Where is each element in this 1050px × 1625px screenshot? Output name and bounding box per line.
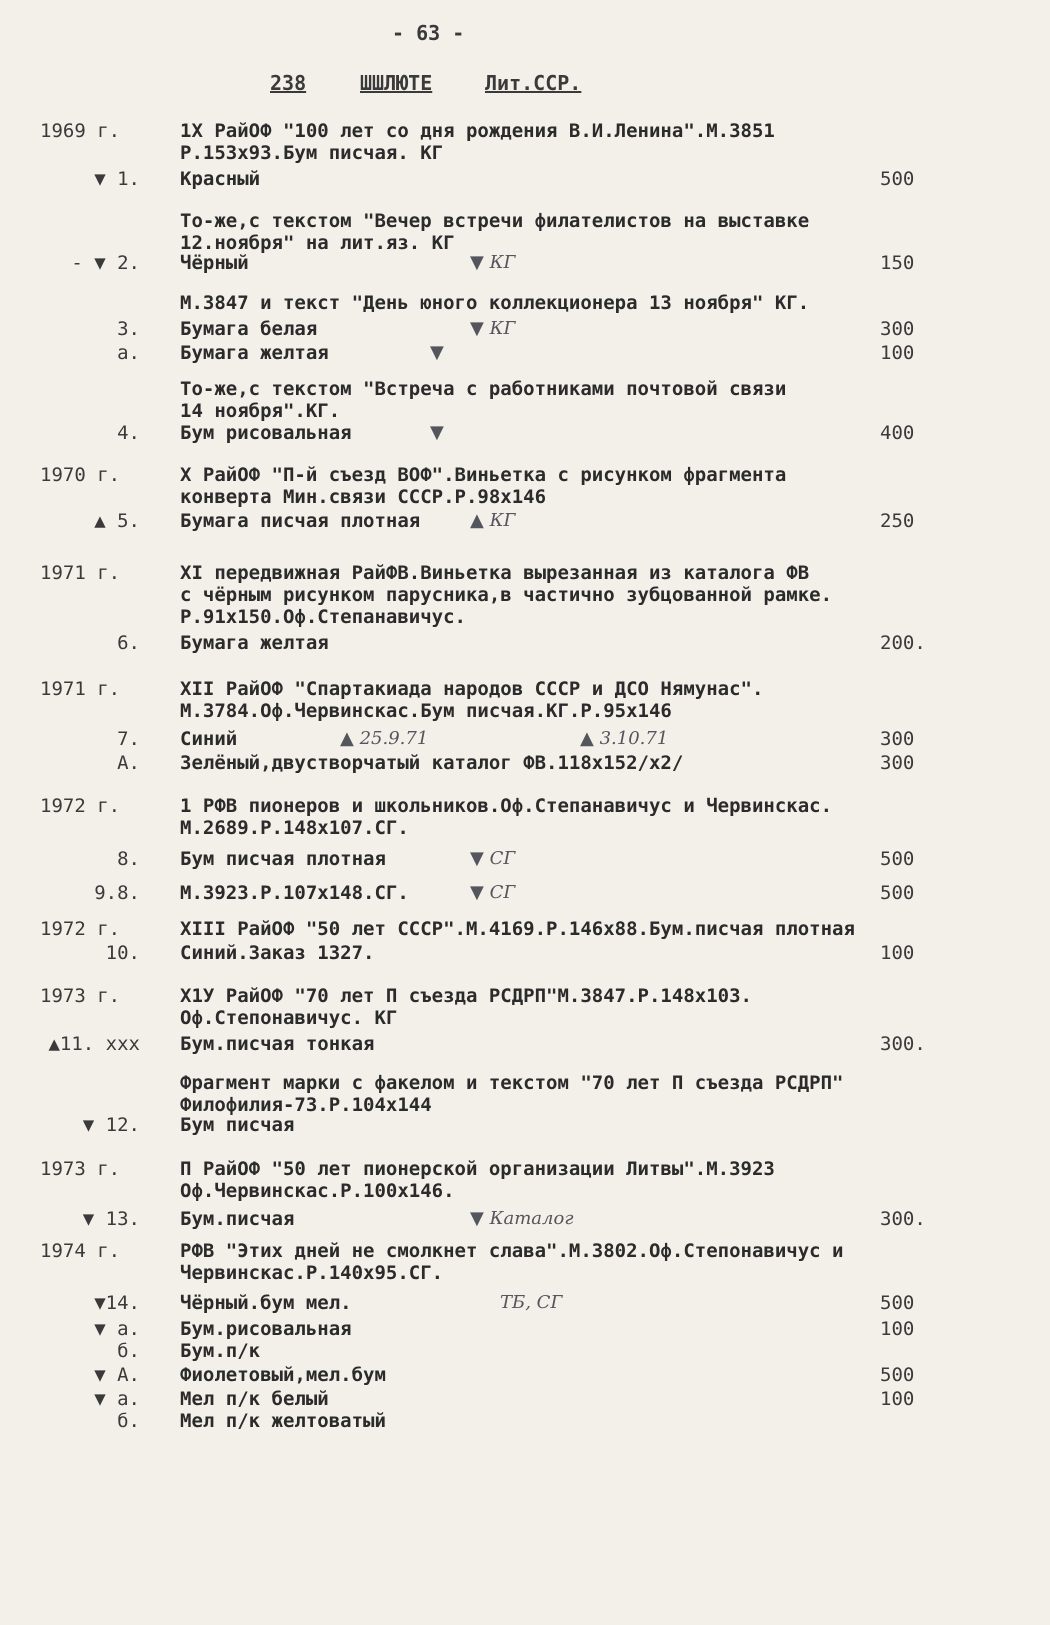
entry-description-line: РФВ "Этих дней не смолкнет слава".М.3802.Оф.Степонавичус и [180,1240,844,1262]
handwritten-mark: ▲ КГ [470,510,516,531]
item-price: 150 [880,252,915,274]
entry-description-line: Филофилия-73.Р.104х144 [180,1094,432,1116]
item-price: 500 [880,848,915,870]
entry-year: 1970 г. [40,464,121,486]
item-number: 10. [105,942,140,964]
item-number: 3. [117,318,140,340]
entry-description-line: XI передвижная РайФВ.Виньетка вырезанная из каталога ФВ [180,562,810,584]
item-description: Синий.Заказ 1327. [180,942,375,964]
item-description: Бумага белая [180,318,318,340]
entry-description-line: М.2689.Р.148х107.СГ. [180,817,409,839]
item-description: Синий [180,728,238,750]
item-price: 100 [880,942,915,964]
item-number: - ▼ 2. [71,252,140,274]
entry-year: 1972 г. [40,918,121,940]
entry-year: 1973 г. [40,985,121,1007]
item-price: 250 [880,510,915,532]
handwritten-mark: ▼ КГ [470,318,516,339]
entry-description-line: X РайОФ "П-й съезд ВОФ".Виньетка с рисунком фрагмента [180,464,787,486]
item-price: 100 [880,1388,915,1410]
handwritten-mark: ▼ Каталог [470,1208,574,1229]
item-price: 500 [880,882,915,904]
item-number: 7. [117,728,140,750]
entry-description-line: 14 ноября".КГ. [180,400,341,422]
entry-description-line: 12.ноября" на лит.яз. КГ [180,232,455,254]
item-number: ▲11. ххх [48,1033,140,1055]
item-description: Бумага писчая плотная [180,510,421,532]
entry-description-line: конверта Мин.связи СССР.Р.98х146 [180,486,547,508]
entry-description-line: Р.91х150.Оф.Степанавичус. [180,606,466,628]
item-price: 100 [880,342,915,364]
handwritten-mark: ▼ СГ [470,848,516,869]
item-description: Бум.рисовальная [180,1318,352,1340]
entry-year: 1971 г. [40,562,121,584]
item-description: Зелёный,двустворчатый каталог ФВ.118х152/х2/ [180,752,684,774]
handwritten-mark: ▲ 3.10.71 [580,728,669,749]
item-number: ▼ А. [94,1364,140,1386]
item-number: 4. [117,422,140,444]
entry-description-line: XIII РайОФ "50 лет СССР".М.4169.Р.146х88.Бум.писчая плотная [180,918,855,940]
item-number: А. [117,752,140,774]
item-number: б. [117,1340,140,1362]
item-price: 300 [880,728,915,750]
entry-description-line: Р.153х93.Бум писчая. КГ [180,142,444,164]
entry-description-line: с чёрным рисунком парусника,в частично зубцованной рамке. [180,584,833,606]
item-number: 6. [117,632,140,654]
item-description: Бум писчая [180,1114,295,1136]
item-number: 9.8. [94,882,140,904]
item-description: Бум.писчая тонкая [180,1033,375,1055]
item-number: 8. [117,848,140,870]
entry-year: 1972 г. [40,795,121,817]
heading-number: 238 [270,71,307,95]
item-number: а. [117,342,140,364]
item-number: ▼ 12. [82,1114,140,1136]
heading-place: ШШЛЮТЕ [360,71,433,95]
entry-description-line: 1X РайОФ "100 лет со дня рождения В.И.Ленина".М.3851 [180,120,775,142]
entry-description-line: М.3784.Оф.Червинскас.Бум писчая.КГ.Р.95х146 [180,700,672,722]
handwritten-mark: ▼ КГ [470,252,516,273]
entry-year: 1974 г. [40,1240,121,1262]
item-description: Бумага желтая [180,632,329,654]
item-price: 300. [880,1033,926,1055]
item-description: Бумага желтая [180,342,329,364]
item-price: 500 [880,1364,915,1386]
item-description: Фиолетовый,мел.бум [180,1364,386,1386]
entry-description-line: П РайОФ "50 лет пионерской организации Литвы".М.3923 [180,1158,775,1180]
entry-description-line: То-же,с текстом "Вечер встречи филателистов на выставке [180,210,810,232]
handwritten-mark: ▼ [430,342,444,363]
entry-description-line: М.3847 и текст "День юного коллекционера 13 ноября" КГ. [180,292,810,314]
entry-description-line: Червинскас.Р.140х95.СГ. [180,1262,444,1284]
entry-year: 1969 г. [40,120,121,142]
entry-year: 1971 г. [40,678,121,700]
handwritten-mark: ТБ, СГ [500,1292,563,1313]
item-price: 500 [880,168,915,190]
item-number: ▼ а. [94,1388,140,1410]
item-description: Бум писчая плотная [180,848,386,870]
handwritten-mark: ▼ [430,422,444,443]
item-number: ▼ а. [94,1318,140,1340]
item-number: ▲ 5. [94,510,140,532]
item-description: Мел п/к белый [180,1388,329,1410]
heading-country: Лит.ССР. [485,71,582,95]
item-price: 500 [880,1292,915,1314]
item-price: 300. [880,1208,926,1230]
item-description: Бум.п/к [180,1340,261,1362]
entry-description-line: Оф.Червинскас.Р.100х146. [180,1180,455,1202]
item-price: 300 [880,752,915,774]
entry-description-line: X1У РайОФ "70 лет П съезда РСДРП"М.3847.Р.148х103. [180,985,752,1007]
item-price: 400 [880,422,915,444]
entry-description-line: Фрагмент марки с факелом и текстом "70 лет П съезда РСДРП" [180,1072,844,1094]
handwritten-mark: ▲ 25.9.71 [340,728,429,749]
item-number: ▼14. [94,1292,140,1314]
item-price: 300 [880,318,915,340]
entry-description-line: То-же,с текстом "Встреча с работниками почтовой связи [180,378,787,400]
item-description: Чёрный.бум мел. [180,1292,352,1314]
item-number: ▼ 1. [94,168,140,190]
item-price: 200. [880,632,926,654]
entry-description-line: XII РайОФ "Спартакиада народов СССР и ДСО Нямунас". [180,678,764,700]
item-price: 100 [880,1318,915,1340]
item-description: Бум.писчая [180,1208,295,1230]
page-number: - 63 - [392,21,465,45]
item-description: Мел п/к желтоватый [180,1410,386,1432]
item-description: Красный [180,168,261,190]
entry-year: 1973 г. [40,1158,121,1180]
item-description: Бум рисовальная [180,422,352,444]
item-number: ▼ 13. [82,1208,140,1230]
handwritten-mark: ▼ СГ [470,882,516,903]
item-number: б. [117,1410,140,1432]
entry-description-line: 1 РФВ пионеров и школьников.Оф.Степанавичус и Червинскас. [180,795,833,817]
item-description: М.3923.Р.107х148.СГ. [180,882,409,904]
item-description: Чёрный [180,252,249,274]
entry-description-line: Оф.Степонавичус. КГ [180,1007,398,1029]
